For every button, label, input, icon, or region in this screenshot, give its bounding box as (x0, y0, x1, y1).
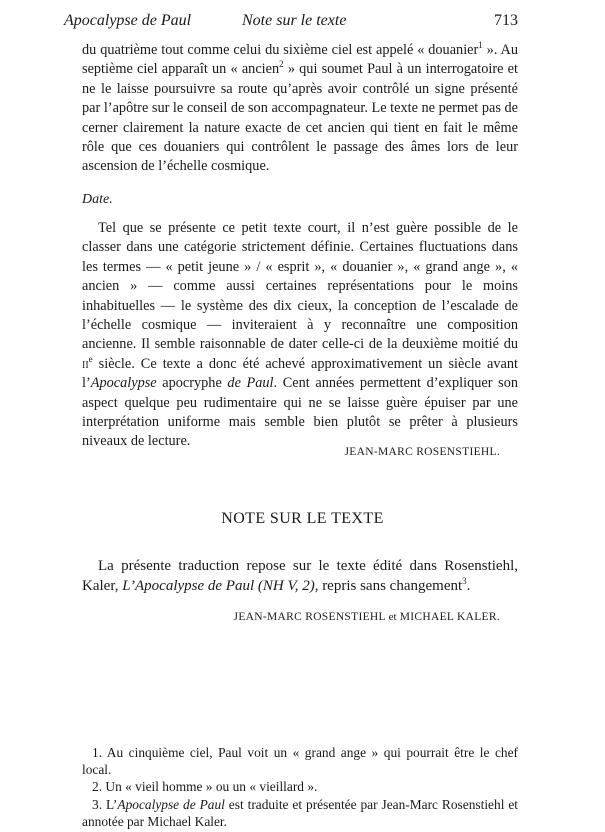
footnote-ref-1: 1 (478, 40, 483, 51)
footnote-italic-title: Apocalypse de Paul (117, 796, 225, 812)
p2-text-c: apocryphe (156, 375, 228, 392)
signature-name-1: JEAN-MARC ROSENSTIEHL (233, 611, 386, 623)
p2-text-b: siècle. Ce texte a donc été achevé approximativement un siècle avant l’ (82, 355, 518, 392)
century-numeral: ii (82, 355, 89, 372)
section-heading: NOTE SUR LE TEXTE (221, 510, 384, 527)
signature-name-2: MICHAEL KALER. (399, 611, 500, 623)
p3-text-b: , repris sans changement (314, 578, 463, 594)
paragraph-intro (82, 41, 518, 177)
p3-text-c: . (466, 578, 471, 594)
author-signature: JEAN-MARC ROSENSTIEHL. (344, 446, 500, 458)
footnote-text: Un « vieil homme » ou un « vieillard ». (102, 779, 318, 795)
footnote-text-pre: L’ (102, 796, 118, 812)
translators-signature (234, 611, 500, 623)
p3-italic-title: L’Apocalypse de Paul (NH V, 2) (122, 578, 315, 594)
footnote-ref-2: 2 (279, 59, 284, 70)
p1-text-c: » qui soumet Paul à un interrogatoire et ne le laisse poursuivre sa route qu’après avoir contrôlé un signe présenté par l’apôtre sur le conseil de son accompagnateur. Le texte ne permet pas de cerner clairement la nature exacte de cet ancien qui tient en fait le même rôle que ces douaniers qui contrôlent le passage des âmes lors de leur ascension de l’échelle cosmique. (82, 61, 518, 175)
century-superscript: e (88, 354, 93, 365)
footnote-2 (82, 778, 518, 795)
footnote-1 (82, 744, 518, 778)
p2-italic-de-paul: de Paul (227, 375, 274, 392)
footnotes (82, 744, 518, 830)
footnote-number: 3. (92, 796, 103, 812)
footnote-text-post: est traduite et présentée par Jean-Marc Rosenstiehl et annotée par Michael Kaler. (82, 796, 518, 829)
running-header (64, 12, 518, 34)
p3-text-a: La présente traduction repose sur le texte édité dans Rosenstiehl, Kaler, (82, 558, 518, 594)
p2-text-a: Tel que se présente ce petit texte court, il n’est guère possible de le classer dans une catégorie strictement définie. Certaines fluctuations dans les termes — « petit jeune » / « esprit », « douanier », « grand ange », « ancien » — comme aussi certaines représentations pour le moins inhabituelles — le système des dix cieux, la conception de l’escalade de l’échelle cosmique — inviteraient à y reconnaître une composition ancienne. Il semble raisonnable de dater celle-ci de la deuxième moitié du (82, 220, 518, 353)
p1-text-a: du quatrième tout comme celui du sixième ciel est appelé « douanier (82, 42, 479, 58)
p2-italic-apocalypse: Apocalypse (90, 375, 157, 392)
page-number: 713 (494, 12, 518, 29)
p1-text-b: ». Au septième ciel apparaît un « ancien (82, 42, 518, 78)
header-book-title: Apocalypse de Paul (64, 12, 192, 29)
footnote-3 (82, 796, 518, 830)
paragraph-date (82, 219, 518, 452)
date-heading: Date. (82, 192, 113, 207)
footnote-number: 2. (92, 779, 103, 795)
footnote-number: 1. (92, 745, 103, 760)
header-section-title: Note sur le texte (242, 12, 347, 29)
footnote-ref-3: 3 (462, 576, 467, 586)
signature-conjunction: et (388, 611, 397, 623)
paragraph-text-note (82, 556, 518, 596)
footnote-text: Au cinquième ciel, Paul voit un « grand ange » qui pourrait être le chef local. (82, 745, 518, 778)
p2-text-d: . Cent années permettent d’expliquer son aspect quelque peu rudimentaire qui ne se laisse guère épuiser par une interprétation uniforme mais semble bien plutôt se prêter à plusieurs niveaux de lecture. (82, 375, 518, 450)
